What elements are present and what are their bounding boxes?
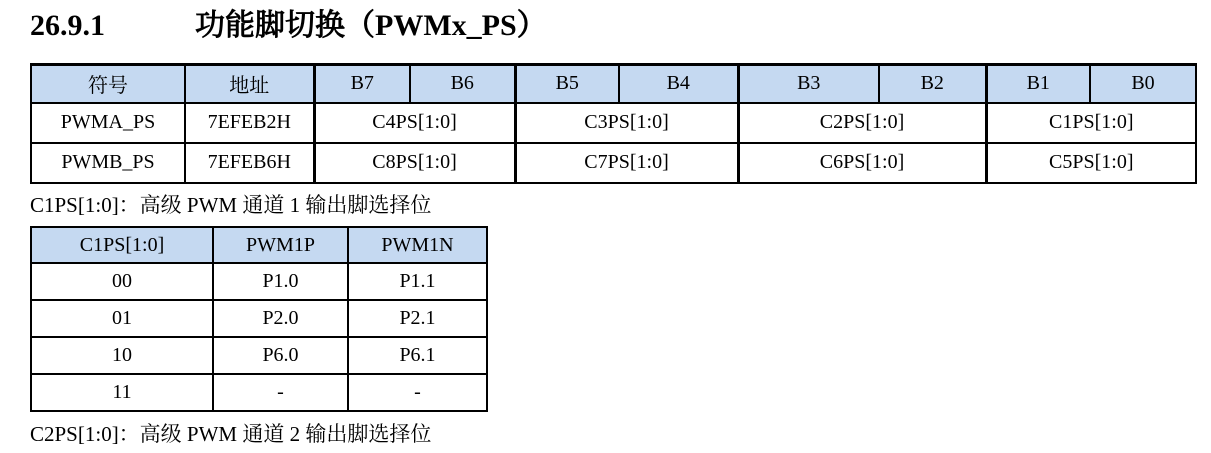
register-symbol: PWMB_PS [31,143,185,183]
c1ps-value: 00 [31,263,213,300]
table-row [31,263,487,300]
bitfield-cell: C5PS[1:0] [986,143,1196,183]
section-heading [30,6,547,46]
column-header-pwm1n: PWM1N [348,227,487,263]
table-row [31,103,1196,143]
register-symbol: PWMA_PS [31,103,185,143]
pwm1p-pin: P1.0 [213,263,348,300]
column-header-c1ps: C1PS[1:0] [31,227,213,263]
pin-select-table [30,226,488,412]
pwm1n-pin: P6.1 [348,337,487,374]
bitfield-cell: C6PS[1:0] [738,143,986,183]
column-header-b4: B4 [619,65,738,103]
pwm1p-pin: - [213,374,348,411]
table-row [31,337,487,374]
bitfield-cell: C8PS[1:0] [314,143,515,183]
column-header-b7: B7 [314,65,410,103]
column-header-b6: B6 [410,65,515,103]
c1ps-value: 11 [31,374,213,411]
pwm1n-pin: P1.1 [348,263,487,300]
column-header-b1: B1 [986,65,1090,103]
register-table-header-row [31,65,1196,103]
bitfield-cell: C4PS[1:0] [314,103,515,143]
register-table [30,63,1197,184]
column-header-b0: B0 [1090,65,1196,103]
c2ps-description: C2PS[1:0]：高级 PWM 通道 2 输出脚选择位 [30,422,432,446]
section-number: 26.9.1 [30,9,105,42]
column-header-pwm1p: PWM1P [213,227,348,263]
bitfield-cell: C7PS[1:0] [515,143,738,183]
bitfield-cell: C3PS[1:0] [515,103,738,143]
register-address: 7EFEB2H [185,103,314,143]
bitfield-cell: C1PS[1:0] [986,103,1196,143]
pwm1p-pin: P2.0 [213,300,348,337]
table-row [31,143,1196,183]
column-header-b3: B3 [738,65,879,103]
pwm1n-pin: P2.1 [348,300,487,337]
bitfield-cell: C2PS[1:0] [738,103,986,143]
pwm1n-pin: - [348,374,487,411]
table-row [31,374,487,411]
table-row [31,300,487,337]
c1ps-value: 01 [31,300,213,337]
column-header-b2: B2 [879,65,986,103]
pwm1p-pin: P6.0 [213,337,348,374]
section-title: 功能脚切换（PWMx_PS） [195,9,547,42]
column-header-address: 地址 [185,65,314,103]
column-header-b5: B5 [515,65,619,103]
c1ps-value: 10 [31,337,213,374]
register-address: 7EFEB6H [185,143,314,183]
c1ps-description: C1PS[1:0]：高级 PWM 通道 1 输出脚选择位 [30,193,432,217]
pin-table-header-row [31,227,487,263]
column-header-symbol: 符号 [31,65,185,103]
